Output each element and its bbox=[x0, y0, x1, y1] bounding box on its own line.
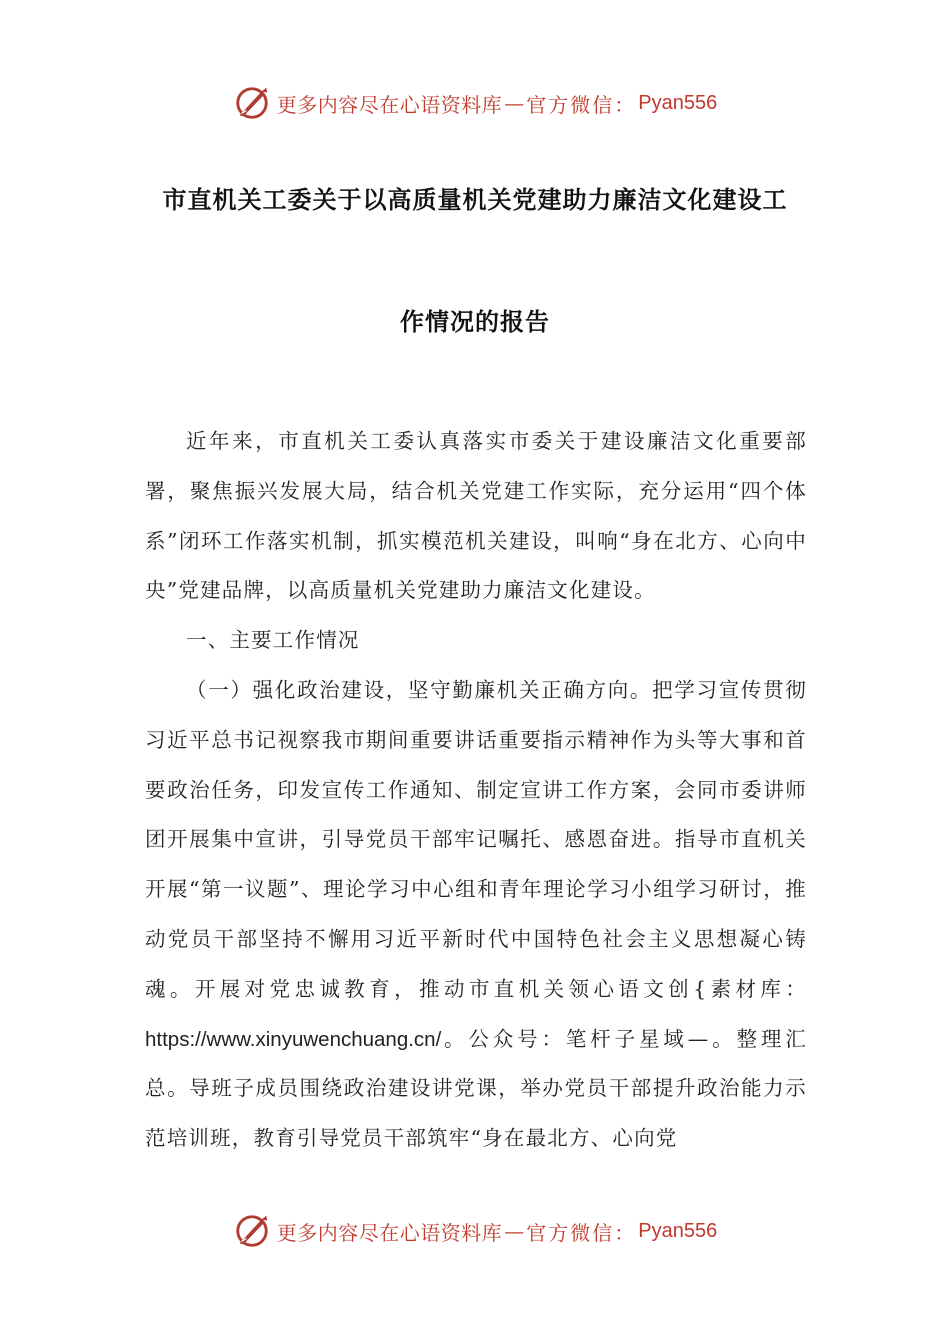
promo-separator: — bbox=[504, 91, 525, 115]
promo-text: 更多内容尽在心语资料库 bbox=[276, 92, 503, 117]
wechat-label: 官方微信： bbox=[526, 1220, 637, 1245]
bottom-promo-banner[interactable] bbox=[0, 1209, 950, 1253]
section-heading: 一、主要工作情况 bbox=[186, 628, 360, 653]
paragraph-text-after-url: 。公众号：笔杆子星域—。整理汇总。导班子成员围绕政治建设讲党课，举办党员干部提升政治能力示范培训班，教育引导党员干部筑牢“身在最北方、心向党 bbox=[145, 1026, 807, 1151]
document-title-line-2: 作情况的报告 bbox=[400, 308, 550, 336]
source-url-link[interactable]: https://www.xinyuwenchuang.cn/ bbox=[145, 1027, 442, 1051]
promo-text: 更多内容尽在心语资料库 bbox=[276, 1220, 503, 1245]
document-body bbox=[145, 417, 807, 1164]
paragraph-text-before-url: （一）强化政治建设，坚守勤廉机关正确方向。把学习宣传贯彻习近平总书记视察我市期间重要讲话重要指示精神作为头等大事和首要政治任务，印发宣传工作通知、制定宣讲工作方案，会同市委讲师团开展集中宣讲，引导党员干部牢记嘱托、感恩奋进。指导市直机关开展“第一议题”、理论学习中心组和青年理论学习小组学习研讨，推动党员干部坚持不懈用习近平新时代中国特色社会主义思想凝心铸魂。开展对党忠诚教育，推动市直机关领心语文创{素材库： bbox=[145, 677, 807, 1001]
promo-separator: — bbox=[504, 1219, 525, 1243]
intro-paragraph: 近年来，市直机关工委认真落实市委关于建设廉洁文化重要部署，聚焦振兴发展大局，结合机关党建工作实际，充分运用“四个体系”闭环工作落实机制，抓实模范机关建设，叫响“身在北方、心向中央”党建品牌，以高质量机关党建助力廉洁文化建设。 bbox=[145, 429, 807, 603]
quill-pen-logo-icon bbox=[233, 1212, 271, 1250]
wechat-id: Pyan556 bbox=[638, 1219, 718, 1242]
top-promo-banner[interactable] bbox=[0, 81, 950, 125]
section-paragraph bbox=[145, 666, 807, 1164]
wechat-label: 官方微信： bbox=[526, 92, 637, 117]
document-title-line-1: 市直机关工委关于以高质量机关党建助力廉洁文化建设工 bbox=[162, 186, 788, 214]
quill-pen-logo-icon bbox=[233, 84, 271, 122]
wechat-id: Pyan556 bbox=[638, 91, 718, 114]
